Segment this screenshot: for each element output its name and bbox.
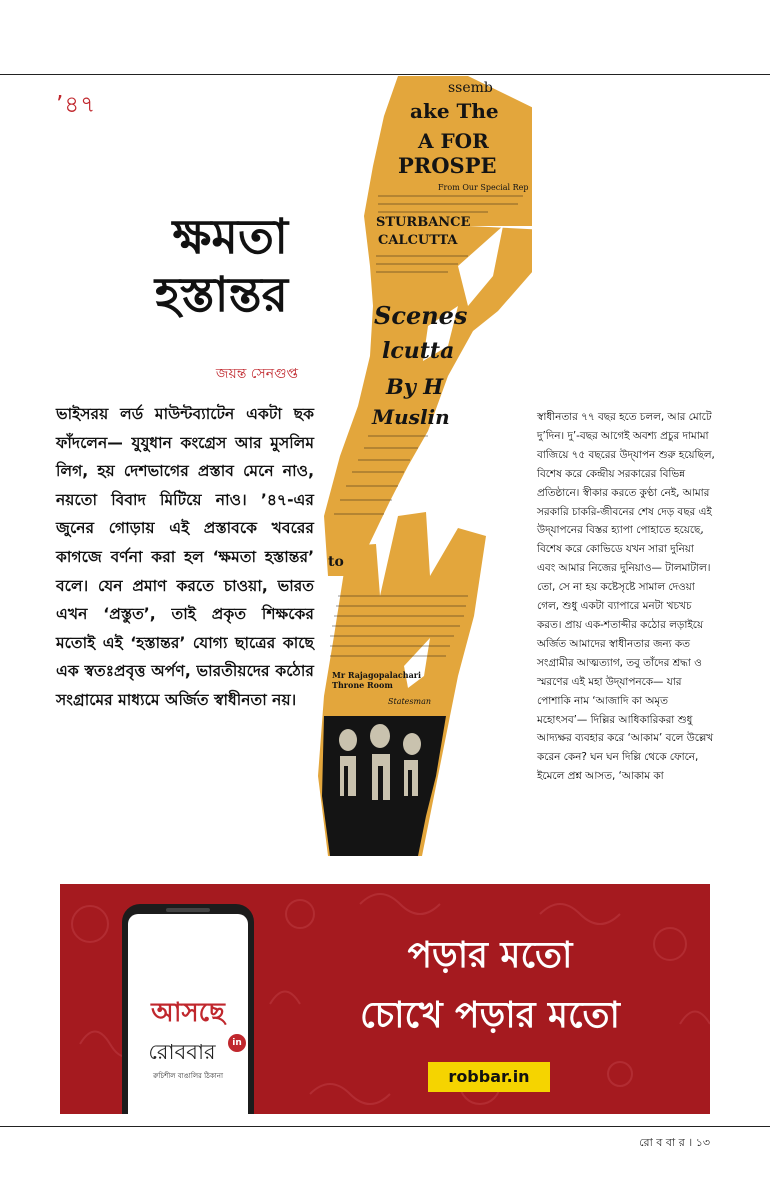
headline-line-1: ক্ষমতা bbox=[172, 209, 288, 265]
clipping-text: PROSPE bbox=[398, 153, 497, 178]
clipping-text: ake The bbox=[410, 99, 499, 123]
phone-mockup bbox=[122, 904, 254, 1114]
ad-url-link[interactable]: robbar.in bbox=[428, 1062, 550, 1092]
clipping-text: CALCUTTA bbox=[378, 233, 458, 248]
ad-brand-badge: in bbox=[228, 1034, 246, 1052]
clipping-text: lcutta bbox=[382, 338, 455, 364]
ad-headline-2: চোখে পড়ার মতো bbox=[360, 995, 620, 1036]
article-body-column: স্বাধীনতার ৭৭ বছর হতে চলল, আর মোটে দু’দিন। দু’-বছর আগেই অবশ্য প্রচুর দামামা বাজিয়ে ৭৫ বছরের উদ্‌যাপন শুরু হয়েছিল, বিশেষ করে কেন্দ্রীয় সরকারের বিভিন্ন প্রতিষ্ঠানে। স্বীকার করতে কুণ্ঠা নেই, আমার সরকারি চাকরি-জীবনের শেষ দেড় বছর এই উদ্‌যাপনের বিস্তর হ্যাপা পোহাতে হয়েছে, বিশেষ করে কোভিডে যখন সারা দুনিয়া এবং আমার নিজের দুনিয়াও— টালমাটাল। তো, সে না হয় কষ্টেসৃষ্টে সামাল দেওয়া গেল, শুধু একটা ব্যাপারে মনটা খচখচ করত। প্রায় এক-শতাব্দীর কঠোর লড়াইয়ে অর্জিত আমাদের স্বাধীনতার জন্য কত সংগ্রামীর আত্মত্যাগ, তবু তাঁদের শ্রদ্ধা ও স্মরণের এই মহা উদ্‌যাপনকে— যার পোশাকি নাম ‘আজাদি কা অমৃত মহোৎসব’— দিল্লির আধিকারিকরা শুধু আদ্যক্ষর ব্যবহার করে ‘আকাম’ বলে উল্লেখ করেন কেন? ঘন ঘন দিল্লি থেকে ফোনে, ইমেলে প্রশ্ন আসত, ‘আকাম কা bbox=[537, 411, 715, 783]
phone-screen bbox=[128, 914, 248, 1114]
phone-notch bbox=[166, 908, 210, 912]
clipping-text: Scenes bbox=[374, 301, 468, 330]
page-folio: রো ব বা র । ১৩ bbox=[639, 1136, 710, 1149]
ad-brand-logo: রোববার bbox=[148, 1040, 216, 1064]
ad-headline-1: পড়ার মতো bbox=[407, 935, 573, 976]
clipping-text: to bbox=[328, 554, 344, 570]
clipping-text: STURBANCE bbox=[376, 215, 471, 230]
clipping-text: By H bbox=[386, 374, 444, 399]
clipping-text: Mr Rajagopalachari bbox=[332, 670, 422, 680]
ad-brand-tagline: রুচিশীল বাঙালির ঠিকানা bbox=[153, 1072, 223, 1080]
clipping-text: ssemb bbox=[448, 80, 493, 96]
article-headline bbox=[138, 208, 288, 324]
headline-line-2: হস্তান্তর bbox=[154, 267, 288, 323]
ad-coming-label: আসছে bbox=[151, 998, 225, 1028]
section-tag: ’৪৭ bbox=[56, 92, 97, 118]
clipping-text: Muslin bbox=[372, 405, 450, 429]
article-lede: ভাইসরয় লর্ড মাউন্টব্যাটেন একটা ছক ফাঁদলেন— যুযুধান কংগ্রেস আর মুসলিম লিগ, হয় দেশভাগের প্রস্তাব মেনে নাও, নয়তো বিবাদ মিটিয়ে নাও। ’৪৭-এর জুনের গোড়ায় এই প্রস্তাবকে খবরের কাগজে বর্ণনা করা হল ‘ক্ষমতা হস্তান্তর’ বলে। যেন প্রমাণ করতে চাওয়া, ভারত এখন ‘প্রস্তুত’, তাই প্রকৃত শিক্ষকের মতোই এই ‘হস্তান্তর’ যোগ্য ছাত্রের কাছে এক স্বতঃপ্রবৃত্ত অর্পণ, ভারতীয়দের কঠোর সংগ্রামের মাধ্যমে অর্জিত স্বাধীনতা নয়। bbox=[56, 405, 314, 709]
clipping-text: Statesman bbox=[388, 697, 432, 706]
robbar-advertisement[interactable] bbox=[60, 884, 710, 1114]
clipping-text: Throne Room bbox=[332, 680, 393, 690]
clipping-text: From Our Special Rep bbox=[438, 183, 529, 192]
clipping-text: A FOR bbox=[418, 129, 489, 153]
hands-collage-artwork bbox=[318, 76, 532, 856]
top-rule bbox=[0, 74, 770, 75]
bottom-rule bbox=[0, 1126, 770, 1127]
article-byline: জয়ন্ত সেনগুপ্ত bbox=[215, 366, 298, 382]
